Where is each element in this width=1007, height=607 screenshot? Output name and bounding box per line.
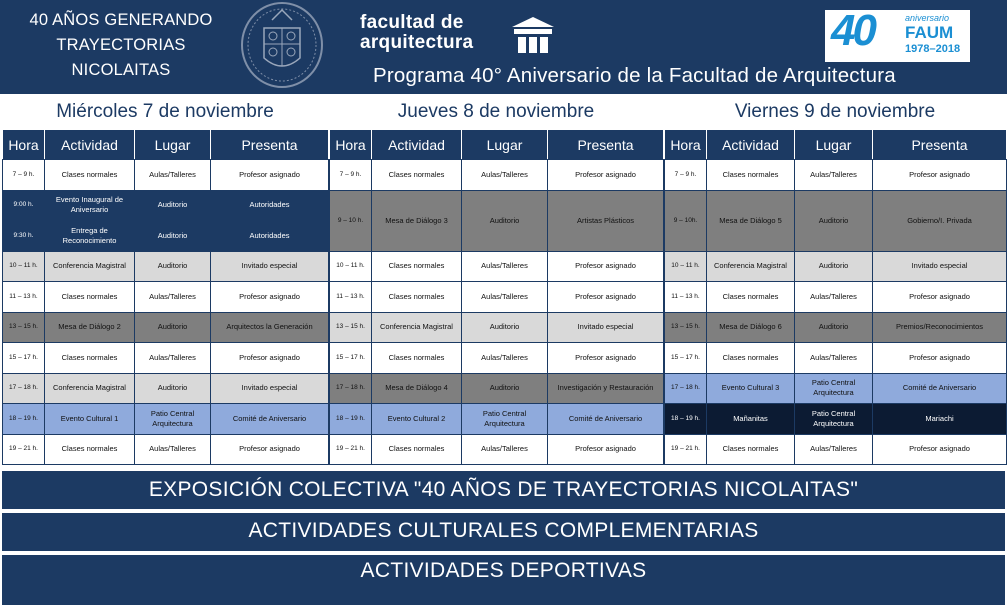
table-row [665, 434, 1007, 465]
presenter-cell: Comité de Aniversario [873, 373, 1007, 404]
time-cell: 18 – 19 h. [3, 404, 45, 435]
location-cell: Aulas/Talleres [795, 160, 873, 191]
activity-cell: Evento Cultural 1 [45, 404, 135, 435]
table-row [3, 251, 329, 282]
activity-cell: Clases normales [707, 343, 795, 374]
presenter-cell: Autoridades [211, 221, 329, 252]
table-row [3, 190, 329, 221]
table-row [330, 282, 664, 313]
presenter-cell: Profesor asignado [873, 434, 1007, 465]
time-cell: 10 – 11 h. [330, 251, 372, 282]
location-cell: Auditorio [135, 312, 211, 343]
time-cell: 15 – 17 h. [330, 343, 372, 374]
table-row [665, 282, 1007, 313]
presenter-cell: Profesor asignado [548, 160, 664, 191]
time-cell: 10 – 11 h. [3, 251, 45, 282]
table-row [330, 251, 664, 282]
activity-cell: Conferencia Magistral [372, 312, 462, 343]
location-cell: Auditorio [795, 251, 873, 282]
activity-cell: Evento Cultural 2 [372, 404, 462, 435]
location-cell: Aulas/Talleres [795, 434, 873, 465]
activity-cell: Clases normales [372, 282, 462, 313]
column-header: Presenta [548, 130, 664, 160]
schedule-table [664, 129, 1007, 465]
presenter-cell: Profesor asignado [548, 282, 664, 313]
activity-cell: Mañanitas [707, 404, 795, 435]
location-cell: Auditorio [135, 190, 211, 221]
activity-cell: Conferencia Magistral [707, 251, 795, 282]
activity-cell: Mesa de Diálogo 4 [372, 373, 462, 404]
column-header: Actividad [45, 130, 135, 160]
time-cell: 19 – 21 h. [330, 434, 372, 465]
day-column [2, 94, 328, 465]
time-cell: 11 – 13 h. [3, 282, 45, 313]
time-cell: 7 – 9 h. [330, 160, 372, 191]
activity-cell: Clases normales [707, 434, 795, 465]
day-title: Jueves 8 de noviembre [329, 94, 663, 129]
location-cell: Auditorio [795, 312, 873, 343]
presenter-cell: Arquitectos la Generación [211, 312, 329, 343]
presenter-cell: Invitado especial [548, 312, 664, 343]
day-column [329, 94, 663, 465]
presenter-cell: Artistas Plásticos [548, 190, 664, 251]
presenter-cell: Profesor asignado [873, 160, 1007, 191]
badge-name: FAUM [905, 23, 954, 42]
time-cell: 11 – 13 h. [665, 282, 707, 313]
table-row [3, 312, 329, 343]
table-row [665, 251, 1007, 282]
faculty-name-line2: arquitectura [360, 32, 474, 53]
presenter-cell: Invitado especial [873, 251, 1007, 282]
anniversary-slogan [10, 8, 232, 83]
time-cell: 9:30 h. [3, 221, 45, 252]
column-header: Hora [330, 130, 372, 160]
activity-cell: Clases normales [372, 160, 462, 191]
slogan-line: 40 AÑOS GENERANDO [29, 11, 213, 29]
presenter-cell: Profesor asignado [548, 251, 664, 282]
column-header: Lugar [135, 130, 211, 160]
table-row [3, 434, 329, 465]
table-row [3, 404, 329, 435]
time-cell: 10 – 11 h. [665, 251, 707, 282]
location-cell: Aulas/Talleres [462, 251, 548, 282]
presenter-cell: Comité de Aniversario [548, 404, 664, 435]
faum-anniversary-badge [825, 6, 970, 62]
activity-cell: Clases normales [372, 251, 462, 282]
table-row [665, 343, 1007, 374]
column-header: Lugar [462, 130, 548, 160]
university-seal-icon [236, 0, 328, 90]
location-cell: Patio Central Arquitectura [135, 404, 211, 435]
table-row [330, 190, 664, 221]
badge-years: 1978–2018 [905, 43, 961, 55]
time-cell: 11 – 13 h. [330, 282, 372, 313]
schedule-table [329, 129, 664, 465]
day-title: Viernes 9 de noviembre [664, 94, 1006, 129]
activity-cell: Clases normales [707, 282, 795, 313]
slogan-line: NICOLAITAS [71, 61, 171, 79]
activity-cell: Evento Cultural 3 [707, 373, 795, 404]
building-icon [510, 15, 556, 55]
activity-cell: Mesa de Diálogo 2 [45, 312, 135, 343]
faculty-logo [360, 13, 560, 57]
activity-cell: Clases normales [707, 160, 795, 191]
location-cell: Patio Central Arquitectura [795, 373, 873, 404]
location-cell: Aulas/Talleres [135, 160, 211, 191]
location-cell: Patio Central Arquitectura [795, 404, 873, 435]
table-header-row [3, 130, 329, 160]
table-row [330, 373, 664, 404]
time-cell: 7 – 9 h. [3, 160, 45, 191]
faculty-name-line1: facultad de [360, 12, 464, 33]
presenter-cell: Profesor asignado [548, 434, 664, 465]
time-cell: 7 – 9 h. [665, 160, 707, 191]
program-title: Programa 40° Aniversario de la Facultad de Arquitectura [373, 64, 896, 87]
location-cell: Auditorio [462, 190, 548, 251]
time-cell: 19 – 21 h. [665, 434, 707, 465]
table-row [665, 373, 1007, 404]
activity-cell: Clases normales [45, 343, 135, 374]
time-cell: 9 – 10 h. [330, 190, 372, 251]
location-cell: Aulas/Talleres [462, 343, 548, 374]
table-row [3, 343, 329, 374]
activity-cell: Mesa de Diálogo 3 [372, 190, 462, 251]
badge-number: 40 [831, 6, 874, 55]
table-row [330, 312, 664, 343]
location-cell: Auditorio [135, 373, 211, 404]
presenter-cell: Invitado especial [211, 251, 329, 282]
banner-exposicion: EXPOSICIÓN COLECTIVA "40 AÑOS DE TRAYECTORIAS NICOLAITAS" [2, 471, 1005, 509]
location-cell: Aulas/Talleres [462, 282, 548, 313]
table-row [665, 312, 1007, 343]
activity-cell: Conferencia Magistral [45, 251, 135, 282]
location-cell: Auditorio [462, 373, 548, 404]
table-row [665, 190, 1007, 221]
table-row [330, 434, 664, 465]
time-cell: 18 – 19 h. [665, 404, 707, 435]
activity-cell: Mesa de Diálogo 5 [707, 190, 795, 251]
presenter-cell: Profesor asignado [548, 343, 664, 374]
location-cell: Auditorio [135, 251, 211, 282]
location-cell: Auditorio [795, 190, 873, 251]
presenter-cell: Profesor asignado [211, 282, 329, 313]
presenter-cell: Comité de Aniversario [211, 404, 329, 435]
time-cell: 9:00 h. [3, 190, 45, 221]
column-header: Actividad [707, 130, 795, 160]
activity-cell: Clases normales [45, 282, 135, 313]
time-cell: 17 – 18 h. [3, 373, 45, 404]
presenter-cell: Profesor asignado [211, 434, 329, 465]
presenter-cell: Profesor asignado [873, 343, 1007, 374]
location-cell: Aulas/Talleres [135, 434, 211, 465]
banner-actividades-deportivas: ACTIVIDADES DEPORTIVAS [2, 555, 1005, 605]
presenter-cell: Profesor asignado [211, 343, 329, 374]
day-column [664, 94, 1006, 465]
location-cell: Aulas/Talleres [462, 434, 548, 465]
presenter-cell: Gobierno/I. Privada [873, 190, 1007, 251]
column-header: Presenta [873, 130, 1007, 160]
schedule-table [2, 129, 329, 465]
table-row [665, 404, 1007, 435]
location-cell: Aulas/Talleres [795, 343, 873, 374]
presenter-cell: Profesor asignado [211, 160, 329, 191]
table-row [3, 373, 329, 404]
column-header: Hora [3, 130, 45, 160]
table-row [3, 282, 329, 313]
time-cell: 13 – 15 h. [330, 312, 372, 343]
activity-cell: Clases normales [45, 434, 135, 465]
column-header: Presenta [211, 130, 329, 160]
activity-cell: Mesa de Diálogo 6 [707, 312, 795, 343]
presenter-cell: Mariachi [873, 404, 1007, 435]
time-cell: 13 – 15 h. [665, 312, 707, 343]
location-cell: Aulas/Talleres [462, 160, 548, 191]
table-row [330, 404, 664, 435]
time-cell: 18 – 19 h. [330, 404, 372, 435]
activity-cell: Evento Inaugural de Aniversario [45, 190, 135, 221]
table-row [665, 160, 1007, 191]
location-cell: Aulas/Talleres [135, 343, 211, 374]
time-cell: 19 – 21 h. [3, 434, 45, 465]
time-cell: 13 – 15 h. [3, 312, 45, 343]
time-cell: 17 – 18 h. [665, 373, 707, 404]
table-header-row [665, 130, 1007, 160]
location-cell: Auditorio [135, 221, 211, 252]
presenter-cell: Premios/Reconocimientos [873, 312, 1007, 343]
badge-word: aniversario [905, 13, 950, 23]
activity-cell: Clases normales [372, 434, 462, 465]
column-header: Actividad [372, 130, 462, 160]
table-row [3, 221, 329, 252]
time-cell: 9 – 10h. [665, 190, 707, 251]
day-title: Miércoles 7 de noviembre [2, 94, 328, 129]
location-cell: Aulas/Talleres [135, 282, 211, 313]
banner-actividades-culturales: ACTIVIDADES CULTURALES COMPLEMENTARIAS [2, 513, 1005, 551]
column-header: Hora [665, 130, 707, 160]
time-cell: 15 – 17 h. [3, 343, 45, 374]
location-cell: Patio Central Arquitectura [462, 404, 548, 435]
location-cell: Auditorio [462, 312, 548, 343]
time-cell: 17 – 18 h. [330, 373, 372, 404]
activity-cell: Clases normales [372, 343, 462, 374]
activity-cell: Clases normales [45, 160, 135, 191]
column-header: Lugar [795, 130, 873, 160]
time-cell: 15 – 17 h. [665, 343, 707, 374]
table-header-row [330, 130, 664, 160]
table-row [330, 160, 664, 191]
table-row [330, 343, 664, 374]
presenter-cell: Investigación y Restauración [548, 373, 664, 404]
table-row [3, 160, 329, 191]
presenter-cell: Profesor asignado [873, 282, 1007, 313]
activity-cell: Conferencia Magistral [45, 373, 135, 404]
activity-cell: Entrega de Reconocimiento [45, 221, 135, 252]
presenter-cell: Autoridades [211, 190, 329, 221]
presenter-cell: Invitado especial [211, 373, 329, 404]
slogan-line: TRAYECTORIAS [56, 36, 186, 54]
header [0, 0, 1007, 94]
location-cell: Aulas/Talleres [795, 282, 873, 313]
